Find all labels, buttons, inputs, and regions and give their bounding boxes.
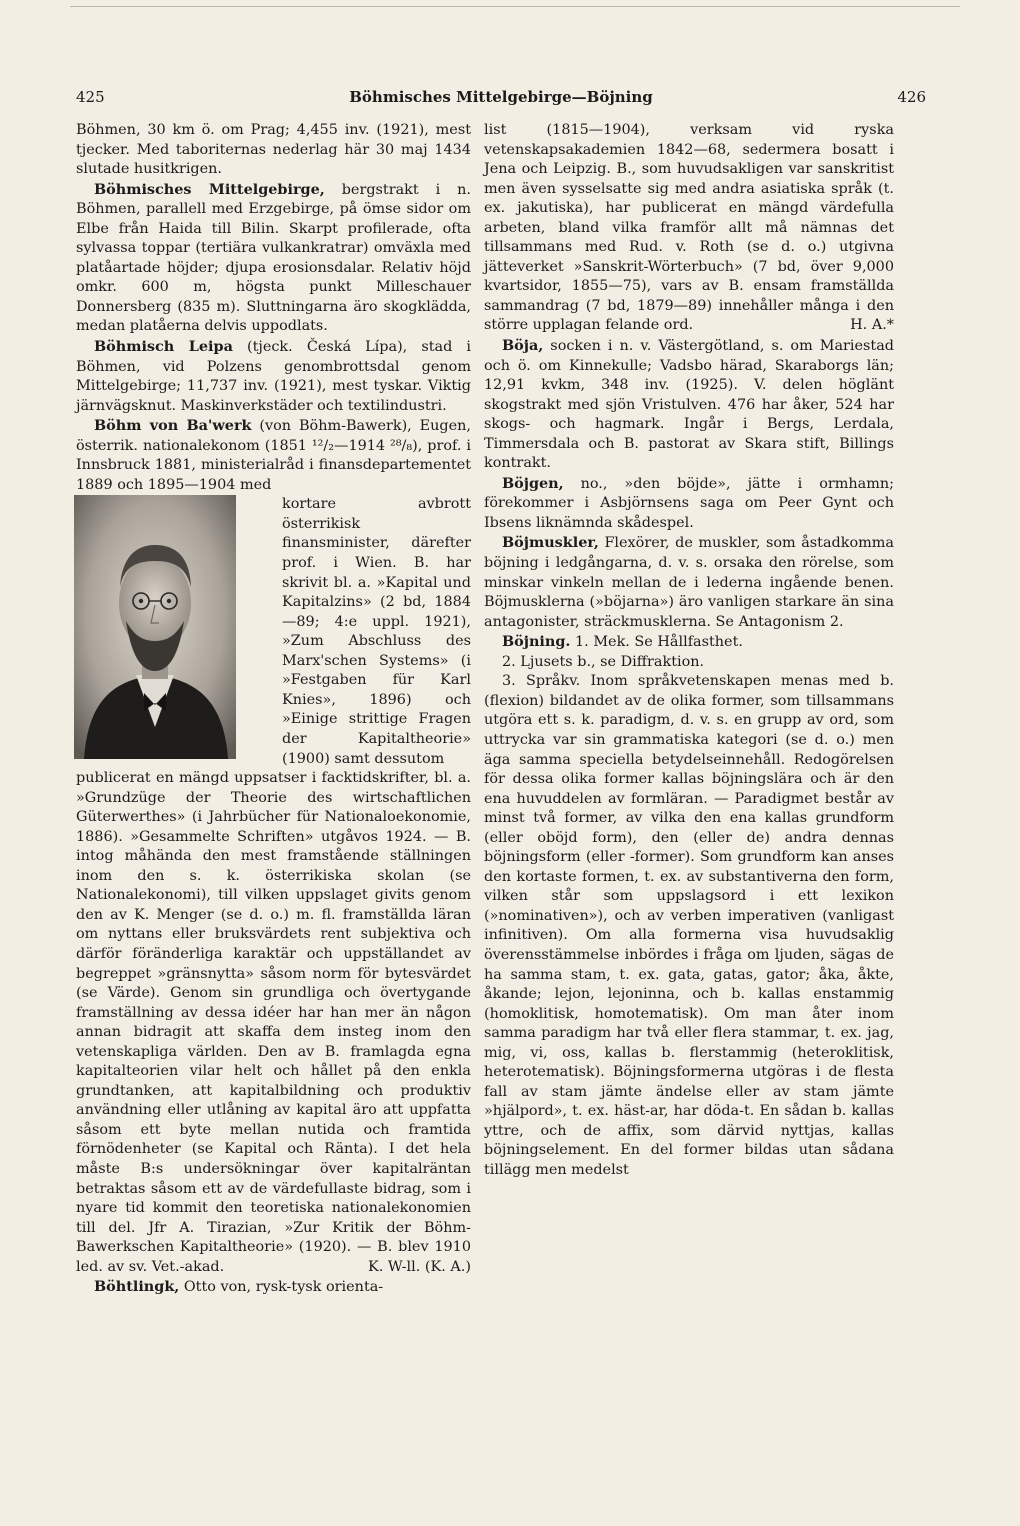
left-column: [76, 121, 471, 1298]
entry-boja: Böja, socken i n. v. Västergötland, s. om Mariestad och ö. om Kinnekulle; Vadsbo härad, Skaraborgs län; 12,91 kvkm, 348 inv. (1925). V. delen höglänt skogstrakt med sjön Vristulven. 476 har åker, 524 har skogs- och hagmark. Ingår i Bergs, Lerdala, Timmersdala och B. pastorat av Skara stift, Billings kontrakt.: [484, 337, 894, 472]
entry-headword: Böhtlingk,: [94, 1278, 180, 1296]
right-column: [484, 121, 894, 1181]
entry-bohm-von-bawerk-wrap: kortare avbrott österrikisk finansminister, därefter prof. i Wien. B. har skrivit bl. a. »Kapital und Kapitalzins» (2 bd, 1884—89; 4:e uppl. 1921), »Zum Abschluss des Marx'schen Systems» (i »Festgaben für Karl Knies», 1896) och »Einige strittige Fragen der Kapitaltheorie» (1900) samt dessutom: [282, 496, 471, 767]
entry-headword: Böhm von Ba'werk: [94, 417, 252, 435]
author-signature: H. A.*: [850, 317, 894, 334]
entry-headword: Böjmuskler,: [502, 534, 599, 552]
entry-bojmuskler: Böjmuskler, Flexörer, de muskler, som åstadkomma böjning i ledgångarna, d. v. s. orsaka den rörelse, som minskar vinkeln mellan de i lederna ingående benen. Böjmusklerna (»böjarna») äro vanligen starkare än sina antagonister, sträckmusklerna. Se Antagonism 2.: [484, 534, 894, 630]
author-signature: K. W-ll. (K. A.): [368, 1258, 471, 1275]
entry-bohmisch-leipa: Böhmisch Leipa (tjeck. Česká Lípa), stad i Böhmen, vid Polzens genombrottsdal genom Mittelgebirge; 11,737 inv. (1921), mest tyskar. Viktig järnvägsknut. Maskinverkstäder och textilindustri.: [76, 338, 471, 414]
entry-bojgen: Böjgen, no., »den böjde», jätte i ormhamn; förekommer i Asbjörnsens saga om Peer Gynt och Ibsens liknämnda skådespel.: [484, 474, 894, 531]
entry-headword: Böja,: [502, 337, 544, 355]
entry-bohm-von-bawerk: Böhm von Ba'werk (von Böhm-Bawerk), Eugen, österrik. nationalekonom (1851 ¹²/₂—1914 ²⁸/₈), prof. i Innsbruck 1881, ministerialråd i finansdepartementet 1889 och 1895—1904 med: [76, 417, 471, 493]
entry-bohtlingk-continued: list (1815—1904), verksam vid ryska vetenskapsakademien 1842—68, sedermera bosatt i Jena och Leipzig. B., som huvudsakligen var sanskritist men även sysselsatte sig med andra asiatiska språk (t. ex. jakutiska), har publicerat en mängd värdefulla arbeten, bland vilka framför allt må nämnas det tillsammans med Rud. v. Roth (se d. o.) utgivna jätteverket »Sanskrit-Wörterbuch» (7 bd, över 9,000 kvartsidor, 1855—75), vars av B. ensam framställda sammandrag (7 bd, 1879—89) innehåller många i den större upplagan felande ord. H. A.*: [484, 121, 894, 336]
entry-bojning-2: 2. Ljusets b., se Diffraktion.: [502, 653, 705, 670]
entry-bohm-von-bawerk-rest: publicerat en mängd uppsatser i facktidskrifter, bl. a. »Grundzüge der Theorie des wirtschaftlichen Güterwerthes» (i Jahrbücher für Nationaloekonomie, 1886). »Gesammelte Schriften» utgåvos 1924. — B. intog måhända den mest framstående ställningen inom den s. k. österrikiska skolan (se Nationalekonomi), till vilken uppslaget givits genom den av K. Menger (se d. o.) m. fl. framställda läran om nyttans eller bruksvärdets rent subjektiva och därför föränderliga karaktär och uppställandet av begreppet »gränsnytta» såsom norm för bytesvärdet (se Värde). Genom sin grundliga och övertygande framställning av dessa idéer har han mer än någon annan bidragit att skaffa dem insteg inom den vetenskapliga världen. Den av B. framlagda egna kapitalteorien vilar helt och hållet på den enkla grundtanken, att kapitalbildning och produktiv användning eller utlåning av kapital äro att uppfatta såsom ett byte mellan nutida och framtida förnödenheter (se Kapital och Ränta). I det hela måste B:s undersökningar över kapitalräntan betraktas såsom ett av de värdefullaste bidrag, som i nyare tid kommit den teoretiska nationalekonomien till del. Jfr A. Tirazian, »Zur Kritik der Böhm-Bawerkschen Kapitaltheorie» (1920). — B. blev 1910 led. av sv. Vet.-akad. K. W-ll. (K. A.): [76, 769, 471, 1277]
portrait-photo: [74, 495, 236, 759]
entry-bohtlingk: Böhtlingk, Otto von, rysk-tysk orienta-: [94, 1278, 384, 1296]
entry-bohmen-continued: Böhmen, 30 km ö. om Prag; 4,455 inv. (1921), mest tjecker. Med taboriternas nederlag här 30 maj 1434 slutade husitkrigen.: [76, 122, 471, 178]
top-rule: [70, 6, 960, 7]
entry-headword: Böjgen,: [502, 474, 564, 492]
entry-bohmisches-mittelgebirge: Böhmisches Mittelgebirge, bergstrakt i n. Böhmen, parallell med Erzgebirge, på ömse sidor om Elbe från Haida till Bilin. Skarpt profilerade, ofta sylvassa toppar (tertiära vulkankratrar) omväxla med platåartade höjder; djupa erosionsdalar. Relativ höjd omkr. 600 m, högsta punkt Milleschauer Donnersberg (835 m). Sluttningarna äro skogklädda, medan platåerna delvis uppodlats.: [76, 180, 471, 335]
entry-bojning: Böjning. 1. Mek. Se Hållfasthet.: [502, 633, 743, 651]
entry-headword: Böhmisch Leipa: [94, 338, 233, 356]
entry-headword: Böjning.: [502, 633, 571, 651]
page-number-right: 426: [897, 88, 926, 106]
page-header: [76, 88, 926, 114]
page-number-left: 425: [76, 88, 105, 106]
entry-bojning-3: 3. Språkv. Inom språkvetenskapen menas med b. (flexion) bildandet av de olika former, som tillsammans utgöra ett s. k. paradigm, d. v. s. en grupp av ord, som uttrycka var sin grammatiska kategori (se d. o.) men äga samma speciella betydelseinnehåll. Redogörelsen för dessa olika former kallas böjningslära och är den ena huvuddelen av formläran. — Paradigmet består av minst två former, av vilka den ena kallas grundform (eller oböjd form), den (eller de) andra dennas böjningsform (eller -former). Som grundform kan anses den kortaste formen, t. ex. av substantiverna den form, vilken står som uppslagsord i ett lexikon (»nominativen»), och av verben imperativen (vanligast infinitiven). Om alla formerna visa huvudsaklig överensstämmelse inbördes i fråga om ljuden, sägas de ha samma stam, t. ex. gata, gatas, gator; åka, åkte, åkande; lejon, lejoninna, och b. kallas enstammig (homoklitisk, homotematisk). Om man åter inom samma paradigm har två eller flera stammar, t. ex. jag, mig, vi, oss, kallas b. flerstammig (heteroklitisk, heterotematisk). Böjningsformerna utgöras i de flesta fall av stam jämte ändelse eller av stam jämte »hjälpord», t. ex. häst-ar, har döda-t. En sådan b. kallas yttre, och de affix, som därvid nyttjas, kallas böjningselement. En del former bildas utan sådana tillägg men medelst: [484, 673, 894, 1178]
running-title: Böhmisches Mittelgebirge—Böjning: [349, 88, 653, 106]
entry-headword: Böhmisches Mittelgebirge,: [94, 180, 325, 198]
portrait-photo-icon: [74, 495, 274, 761]
